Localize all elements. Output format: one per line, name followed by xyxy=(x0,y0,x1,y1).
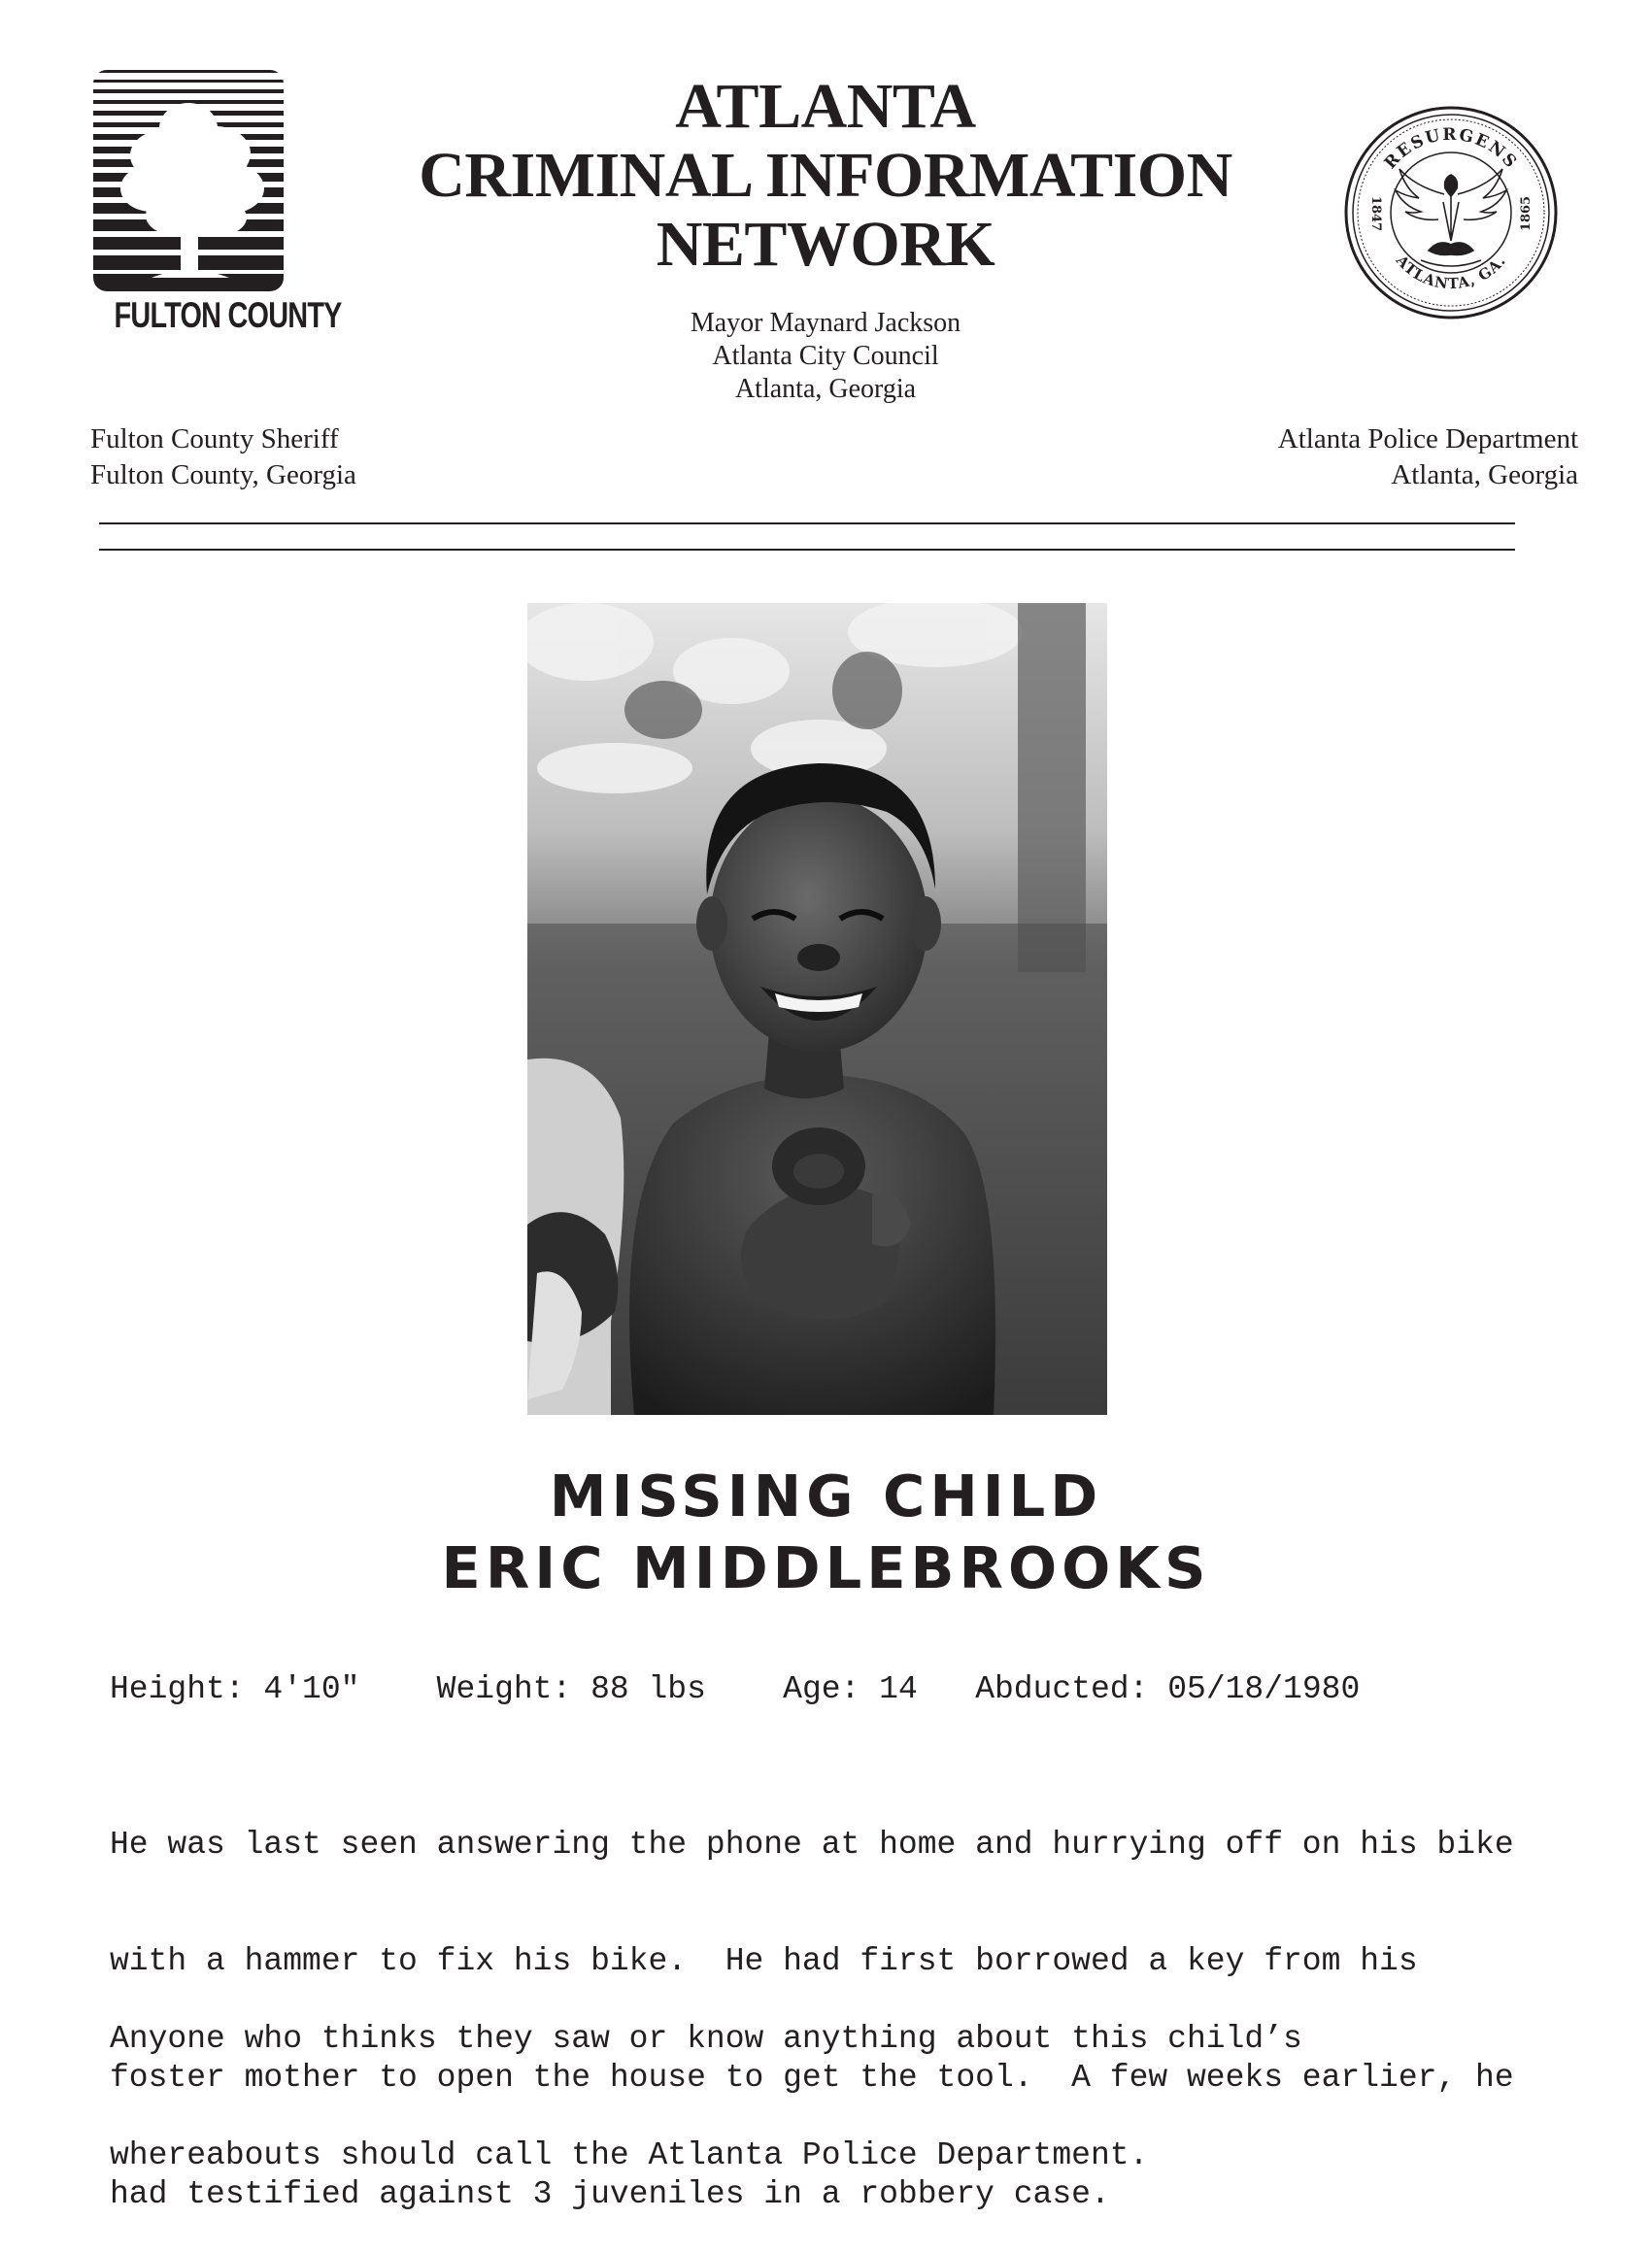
atlanta-city-seal xyxy=(1343,105,1559,320)
stat-abducted: Abducted: 05/18/1980 xyxy=(975,1671,1361,1707)
seal-right-year: 1865 xyxy=(1519,195,1534,232)
seal-top-text: RESURGENS xyxy=(1380,124,1522,174)
stat-height: Height: 4'10" xyxy=(110,1671,360,1707)
title-line-3: NETWORK xyxy=(656,209,995,280)
title-line-1: ATLANTA xyxy=(675,71,976,142)
sheriff-block xyxy=(90,421,356,493)
council-line: Atlanta City Council xyxy=(712,341,939,371)
police-block xyxy=(1278,421,1578,493)
paragraph-2-line-1: Anyone who thinks they saw or know anything about this child’s xyxy=(110,2021,1302,2057)
paragraph-1-line-4: had testified against 3 juveniles in a robbery case. xyxy=(110,2176,1110,2212)
mayor-line: Mayor Maynard Jackson xyxy=(690,308,961,338)
network-title xyxy=(340,72,1311,279)
police-line: Atlanta Police Department xyxy=(1277,423,1578,454)
police-location-line: Atlanta, Georgia xyxy=(1391,459,1578,490)
stat-weight: Weight: 88 lbs xyxy=(436,1671,706,1707)
sheriff-location-line: Fulton County, Georgia xyxy=(90,459,356,490)
missing-child-headline xyxy=(243,1461,1409,1604)
child-stats-row xyxy=(110,1670,1360,1709)
fulton-county-logo-text: FULTON COUNTY xyxy=(114,295,342,335)
header-rule-top xyxy=(99,522,1515,524)
paragraph-1-line-2: with a hammer to fix his bike. He had first borrowed a key from his xyxy=(110,1943,1418,1979)
call-police-paragraph xyxy=(110,1942,1302,2214)
missing-child-photo xyxy=(527,603,1107,1415)
paragraph-1-line-3: foster mother to open the house to get the tool. A few weeks earlier, he xyxy=(110,2060,1514,2096)
fulton-county-logo xyxy=(93,70,342,342)
headline-missing-child: MISSING CHILD xyxy=(549,1463,1103,1530)
tree-logo-icon xyxy=(93,70,284,291)
title-line-2: CRIMINAL INFORMATION xyxy=(419,140,1232,211)
header-rule-bottom xyxy=(99,549,1515,551)
stat-age: Age: 14 xyxy=(783,1671,918,1707)
paragraph-2-line-2: whereabouts should call the Atlanta Police Department. xyxy=(110,2137,1149,2173)
city-line: Atlanta, Georgia xyxy=(734,374,917,404)
mayor-council-block xyxy=(534,307,1117,406)
paragraph-1-line-1: He was last seen answering the phone at home and hurrying off on his bike xyxy=(110,1827,1514,1863)
phoenix-seal-icon xyxy=(1343,105,1559,320)
seal-bottom-text: ATLANTA, GA. xyxy=(1392,252,1510,293)
headline-child-name: ERIC MIDDLEBROOKS xyxy=(441,1534,1211,1601)
sheriff-line: Fulton County Sheriff xyxy=(90,423,339,454)
portrait-photo-icon xyxy=(527,603,1107,1415)
seal-left-year: 1847 xyxy=(1368,195,1383,232)
